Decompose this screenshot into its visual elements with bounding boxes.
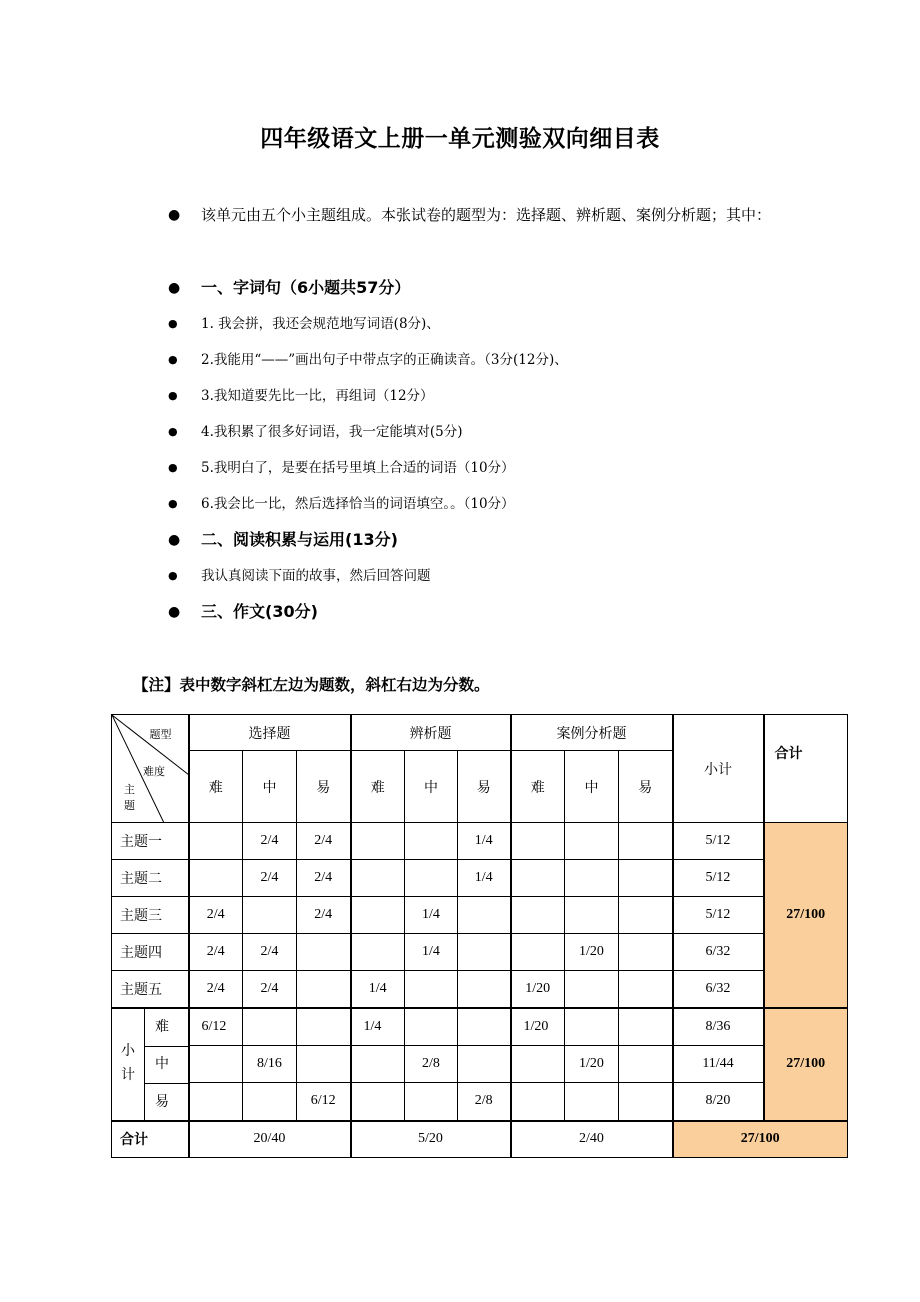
table-cell: 2/4 [243, 934, 297, 971]
section-heading-2: ● 二、阅读积累与运用(13分) [168, 522, 808, 558]
level-header: 难 [351, 751, 405, 823]
table-cell: 2/4 [297, 860, 351, 897]
table-cell [565, 897, 619, 934]
corner-topic-label-2: 题 [124, 800, 135, 812]
list-item: ● 1. 我会拼，我还会规范地写词语(8分)、 [168, 306, 808, 342]
table-cell [619, 971, 673, 1008]
level-header: 中 [405, 751, 458, 823]
grand-select: 20/40 [189, 1121, 351, 1158]
intro-text: 该单元由五个小主题组成。本张试卷的题型为：选择题、辨析题、案例分析题；其中： [201, 206, 772, 224]
subtotal-header: 小计 [673, 715, 764, 823]
table-cell [511, 934, 565, 971]
table-cell: 1/20 [565, 934, 619, 971]
table-cell [565, 860, 619, 897]
level-header: 难 [189, 751, 243, 823]
table-cell: 8/16 [243, 1045, 297, 1083]
topic-label: 主题五 [112, 971, 189, 1008]
type-header-case: 案例分析题 [511, 715, 673, 751]
subtotal-block-label [112, 1008, 189, 1121]
row-subtotal: 6/32 [673, 934, 764, 971]
grand-analysis: 5/20 [351, 1121, 511, 1158]
list-item: ● 2.我能用“——”画出句子中带点字的正确读音。（3分(12分)、 [168, 342, 808, 378]
table-cell: 2/4 [297, 897, 351, 934]
corner-header [112, 715, 189, 823]
table-cell [405, 823, 458, 860]
table-cell [458, 1045, 511, 1083]
table-cell [405, 860, 458, 897]
topic-label: 主题三 [112, 897, 189, 934]
table-cell [351, 1083, 405, 1121]
level-header: 易 [297, 751, 351, 823]
row-subtotal: 5/12 [673, 860, 764, 897]
table-cell [243, 1083, 297, 1121]
table-cell [405, 1083, 458, 1121]
table-cell: 1/4 [405, 897, 458, 934]
table-cell [619, 934, 673, 971]
table-cell [351, 823, 405, 860]
row-subtotal: 5/12 [673, 823, 764, 860]
bullet-icon: ● [168, 497, 178, 510]
table-cell [458, 1008, 511, 1046]
table-cell [565, 1008, 619, 1046]
intro-item [168, 198, 808, 270]
list-item: ● 4.我积累了很多好词语，我一定能填对(5分) [168, 414, 808, 450]
table-cell [189, 860, 243, 897]
table-cell [297, 1008, 351, 1046]
sub-label-char: 计 [121, 1068, 135, 1083]
row-subtotal: 5/12 [673, 897, 764, 934]
bullet-icon: ● [168, 532, 181, 548]
table-cell [351, 1045, 405, 1083]
table-cell: 1/20 [511, 971, 565, 1008]
sub-level-label: 难 [145, 1009, 188, 1047]
level-header: 难 [511, 751, 565, 823]
topics-total: 27/100 [764, 823, 848, 1008]
row-subtotal: 11/44 [673, 1045, 764, 1083]
sub-level-label: 中 [145, 1047, 188, 1084]
table-cell: 6/12 [297, 1083, 351, 1121]
level-header: 易 [619, 751, 673, 823]
table-cell: 2/4 [297, 823, 351, 860]
table-cell: 1/20 [565, 1045, 619, 1083]
sub-label-char: 小 [121, 1044, 135, 1059]
type-header-select: 选择题 [189, 715, 351, 751]
topic-label: 主题二 [112, 860, 189, 897]
table-cell [243, 1008, 297, 1046]
bullet-icon: ● [168, 317, 178, 330]
level-header: 易 [458, 751, 511, 823]
page-title: 四年级语文上册一单元测验双向细目表 [260, 126, 660, 152]
table-cell [243, 897, 297, 934]
bullet-icon: ● [168, 389, 178, 402]
table-cell [619, 1083, 673, 1121]
table-cell: 2/8 [405, 1045, 458, 1083]
table-cell: 1/4 [405, 934, 458, 971]
sub-level-label: 易 [155, 1094, 169, 1110]
level-header: 中 [243, 751, 297, 823]
table-cell: 2/4 [189, 934, 243, 971]
bullet-icon: ● [168, 207, 181, 223]
level-header: 中 [565, 751, 619, 823]
table-cell [619, 897, 673, 934]
table-cell [511, 897, 565, 934]
table-cell [511, 1045, 565, 1083]
table-cell [189, 823, 243, 860]
row-subtotal: 8/20 [673, 1083, 764, 1121]
bullet-icon: ● [168, 569, 178, 582]
table-cell [619, 823, 673, 860]
sub-total: 27/100 [764, 1008, 848, 1121]
bullet-icon: ● [168, 461, 178, 474]
table-cell: 2/4 [243, 823, 297, 860]
table-cell [297, 1045, 351, 1083]
table-cell [565, 1083, 619, 1121]
table-cell [189, 1083, 243, 1121]
corner-type-label: 题型 [149, 729, 172, 741]
bullet-icon: ● [168, 280, 181, 296]
list-item: ● 6.我会比一比，然后选择恰当的词语填空。。（10分） [168, 486, 808, 522]
table-cell: 2/8 [458, 1083, 511, 1121]
type-header-analysis: 辨析题 [351, 715, 511, 751]
table-cell [458, 934, 511, 971]
grand-total-label: 合计 [112, 1121, 189, 1158]
table-cell [405, 971, 458, 1008]
table-cell [351, 934, 405, 971]
bullet-icon: ● [168, 353, 178, 366]
table-cell: 2/4 [189, 971, 243, 1008]
table-cell [351, 897, 405, 934]
table-cell [511, 823, 565, 860]
table-cell [351, 860, 405, 897]
table-cell [511, 860, 565, 897]
table-cell: 1/4 [351, 971, 405, 1008]
table-cell [405, 1008, 458, 1046]
table-cell: 1/20 [511, 1008, 565, 1046]
table-cell [297, 971, 351, 1008]
table-cell [189, 1045, 243, 1083]
list-item: ● 我认真阅读下面的故事，然后回答问题 [168, 558, 808, 594]
corner-difficulty-label: 难度 [143, 766, 165, 778]
list-item: ● 5.我明白了，是要在括号里填上合适的词语（10分） [168, 450, 808, 486]
list-item: ● 3.我知道要先比一比，再组词（12分） [168, 378, 808, 414]
total-header: 合计 [764, 715, 848, 823]
bullet-icon: ● [168, 604, 181, 620]
table-cell [619, 1045, 673, 1083]
row-subtotal: 8/36 [673, 1008, 764, 1046]
row-subtotal: 6/32 [673, 971, 764, 1008]
grand-case: 2/40 [511, 1121, 673, 1158]
table-cell: 1/4 [458, 860, 511, 897]
table-cell: 2/4 [243, 971, 297, 1008]
table-cell [511, 1083, 565, 1121]
corner-topic-label-1: 主 [124, 784, 135, 796]
table-cell [297, 934, 351, 971]
topic-label: 主题一 [112, 823, 189, 860]
table-cell [565, 971, 619, 1008]
table-cell [565, 823, 619, 860]
detail-table [111, 714, 848, 1158]
table-cell: 2/4 [189, 897, 243, 934]
table-cell: 1/4 [458, 823, 511, 860]
section-heading-1: ● 一、字词句（6小题共57分） [168, 270, 808, 306]
table-note: 【注】表中数字斜杠左边为题数，斜杠右边为分数。 [133, 676, 490, 694]
topic-label: 主题四 [112, 934, 189, 971]
table-cell [619, 860, 673, 897]
table-cell: 1/4 [351, 1008, 405, 1046]
bullet-icon: ● [168, 425, 178, 438]
table-cell: 2/4 [243, 860, 297, 897]
table-cell [619, 1008, 673, 1046]
table-cell [458, 971, 511, 1008]
table-cell [458, 897, 511, 934]
section-heading-3: ● 三、作文(30分) [168, 594, 808, 630]
grand-total: 27/100 [673, 1121, 848, 1158]
table-cell: 6/12 [189, 1008, 243, 1046]
content-list [168, 198, 808, 630]
